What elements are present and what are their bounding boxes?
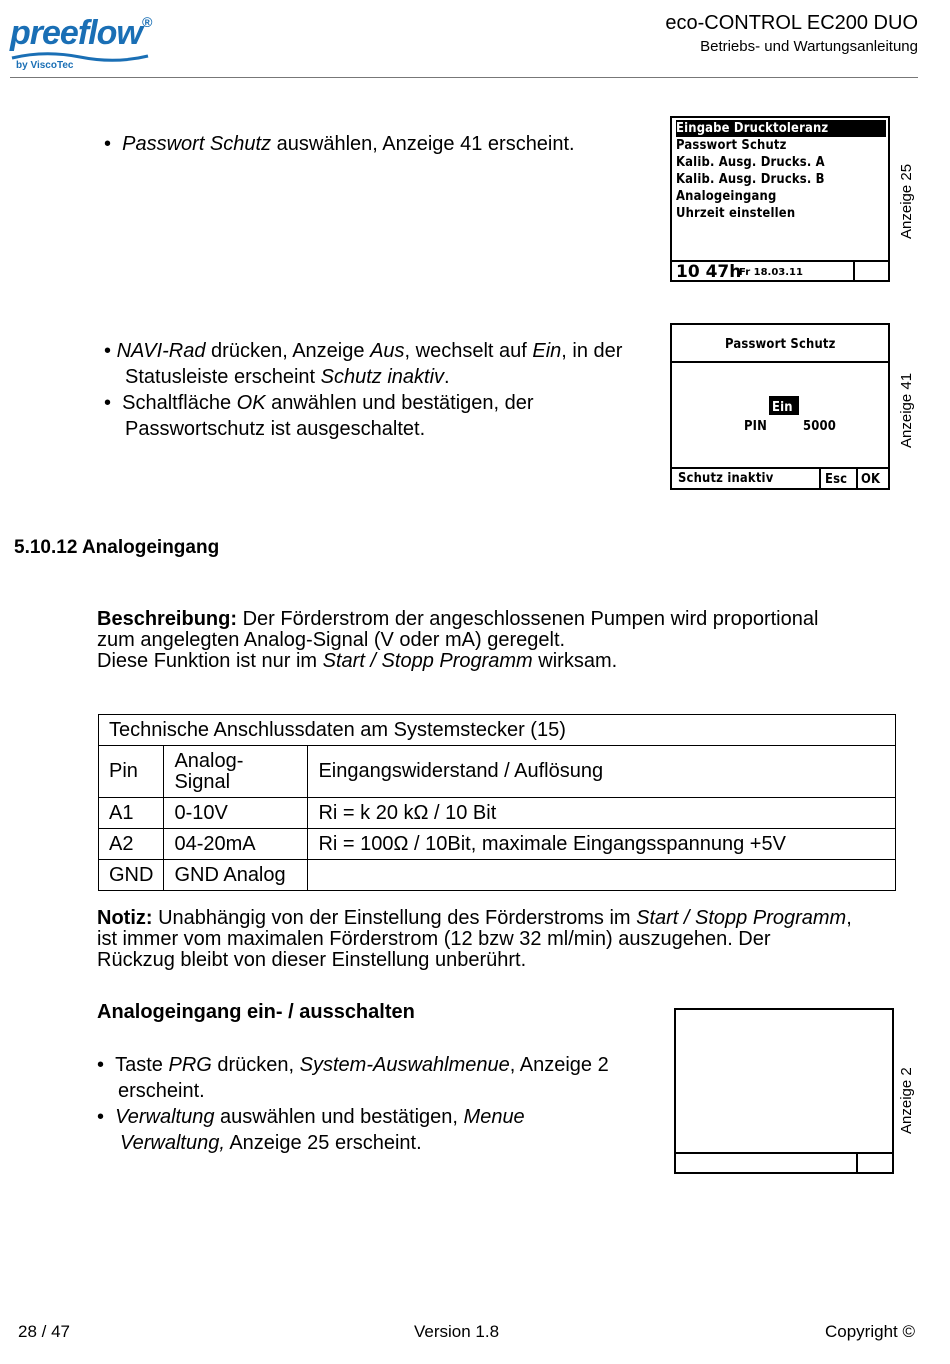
- bullets-navi-rad: [104, 338, 664, 442]
- table-cell: GND Analog: [164, 860, 308, 891]
- table-cell: Ri = k 20 kΩ / 10 Bit: [308, 798, 896, 829]
- preeflow-logo: [10, 14, 150, 74]
- bullet-verwaltung-cont: Verwaltung, Anzeige 25 erscheint.: [120, 1132, 422, 1154]
- table-cell: A1: [99, 798, 164, 829]
- table-cell: 04-20mA: [164, 829, 308, 860]
- logo-subtitle: by ViscoTec: [16, 60, 74, 71]
- table-cell: 0-10V: [164, 798, 308, 829]
- description-label: Beschreibung:: [97, 608, 238, 630]
- display-date: Fr 18.03.11: [739, 267, 803, 278]
- document-subtitle: Betriebs- und Wartungsanleitung: [700, 38, 918, 55]
- label-anzeige-2: Anzeige 2: [898, 1067, 915, 1134]
- bullet-navi-rad: • NAVI-Rad drücken, Anzeige Aus, wechselt auf Ein, in der: [104, 340, 623, 362]
- display-time: 10 47h: [676, 262, 742, 282]
- bullet-ok-button-cont: Passwortschutz ist ausgeschaltet.: [125, 418, 426, 440]
- table-cell: GND: [99, 860, 164, 891]
- display-menu-item: Uhrzeit einstellen: [676, 205, 796, 221]
- display-status-text: Schutz inaktiv: [678, 470, 774, 486]
- table-caption-row: [99, 715, 896, 746]
- display-title-divider: [672, 361, 888, 363]
- section-title: 5.10.12 Analogeingang: [14, 537, 220, 558]
- display-status-divider: [856, 1152, 858, 1172]
- display-menu-item: Passwort Schutz: [676, 137, 787, 153]
- document-title: eco-CONTROL EC200 DUO: [665, 12, 918, 34]
- display-anzeige-2: [674, 1008, 894, 1174]
- bullet-passwort-schutz: • Passwort Schutz auswählen, Anzeige 41 erscheint.: [104, 133, 575, 155]
- display-pin-value: 5000: [803, 418, 837, 434]
- table-cell: [308, 860, 896, 891]
- bullet-emphasis: Passwort Schutz: [122, 133, 272, 155]
- table-row: [99, 798, 896, 829]
- table-row: [99, 860, 896, 891]
- display-pin-label: PIN: [744, 418, 768, 434]
- subsection-title: Analogeingang ein- / ausschalten: [97, 1001, 415, 1023]
- label-anzeige-25: Anzeige 25: [898, 163, 915, 239]
- display-menu-item: Analogeingang: [676, 188, 777, 204]
- bullet-text: auswählen, Anzeige 41 erscheint.: [271, 133, 575, 155]
- version-label: Version 1.8: [414, 1322, 500, 1341]
- bullet-taste-prg-cont: erscheint.: [118, 1080, 205, 1102]
- logo-registered-mark: ®: [141, 14, 152, 30]
- table-cell: Ri = 100Ω / 10Bit, maximale Eingangsspannung +5V: [308, 829, 896, 860]
- display-state-toggle: Ein: [769, 396, 799, 415]
- display-ok-button: OK: [861, 471, 881, 487]
- table-caption: Technische Anschlussdaten am Systemstecker (15): [99, 715, 896, 746]
- display-menu: [676, 120, 886, 222]
- display-status-divider: [853, 260, 855, 280]
- table-header: Eingangswiderstand / Auflösung: [308, 746, 896, 798]
- display-menu-item: Kalib. Ausg. Drucks. B: [676, 171, 825, 187]
- copyright-label: Copyright ©: [824, 1322, 915, 1341]
- display-anzeige-41: [670, 323, 890, 490]
- bullet-verwaltung: • Verwaltung auswählen und bestätigen, Menue: [97, 1106, 525, 1128]
- display-anzeige-25: [670, 116, 890, 282]
- page-number: 28 / 47: [18, 1322, 70, 1341]
- display-title: Passwort Schutz: [724, 336, 836, 352]
- bullets-analogeingang: [97, 1052, 667, 1156]
- bullet-taste-prg: • Taste PRG drücken, System-Auswahlmenue, Anzeige 2: [97, 1054, 609, 1076]
- logo-text: preeflow: [10, 14, 142, 52]
- table-header: Pin: [99, 746, 164, 798]
- description-paragraph: Beschreibung: Der Förderstrom der angeschlossenen Pumpen wird proportional zum angelegten Analog-Signal (V oder mA) geregelt. Diese Funktion ist nur im Start / Stopp Programm wirksam.: [97, 608, 819, 672]
- note-paragraph: Notiz: Unabhängig von der Einstellung des Förderstroms im Start / Stopp Programm, ist immer vom maximalen Förderstrom (12 bzw 32 ml/min) auszugehen. Der Rückzug bleibt von dieser Einstellung unberührt.: [97, 907, 852, 971]
- display-esc-button: Esc: [825, 471, 848, 487]
- note-label: Notiz:: [97, 907, 153, 929]
- display-divider: [856, 467, 858, 488]
- bullet-navi-rad-cont: Statusleiste erscheint Schutz inaktiv.: [125, 366, 450, 388]
- header-divider: [10, 77, 918, 78]
- display-menu-item: Kalib. Ausg. Drucks. A: [676, 154, 825, 170]
- label-anzeige-41: Anzeige 41: [898, 372, 915, 448]
- table-header: Analog- Signal: [164, 746, 308, 798]
- display-status-bar: [676, 1152, 892, 1154]
- table-row: [99, 829, 896, 860]
- display-divider: [819, 467, 821, 488]
- tech-data-table: [98, 714, 896, 891]
- bullet-ok-button: • Schaltfläche OK anwählen und bestätigen, der: [104, 392, 534, 414]
- table-header-row: [99, 746, 896, 798]
- display-menu-item-selected: Eingabe Drucktoleranz: [676, 120, 886, 137]
- table-cell: A2: [99, 829, 164, 860]
